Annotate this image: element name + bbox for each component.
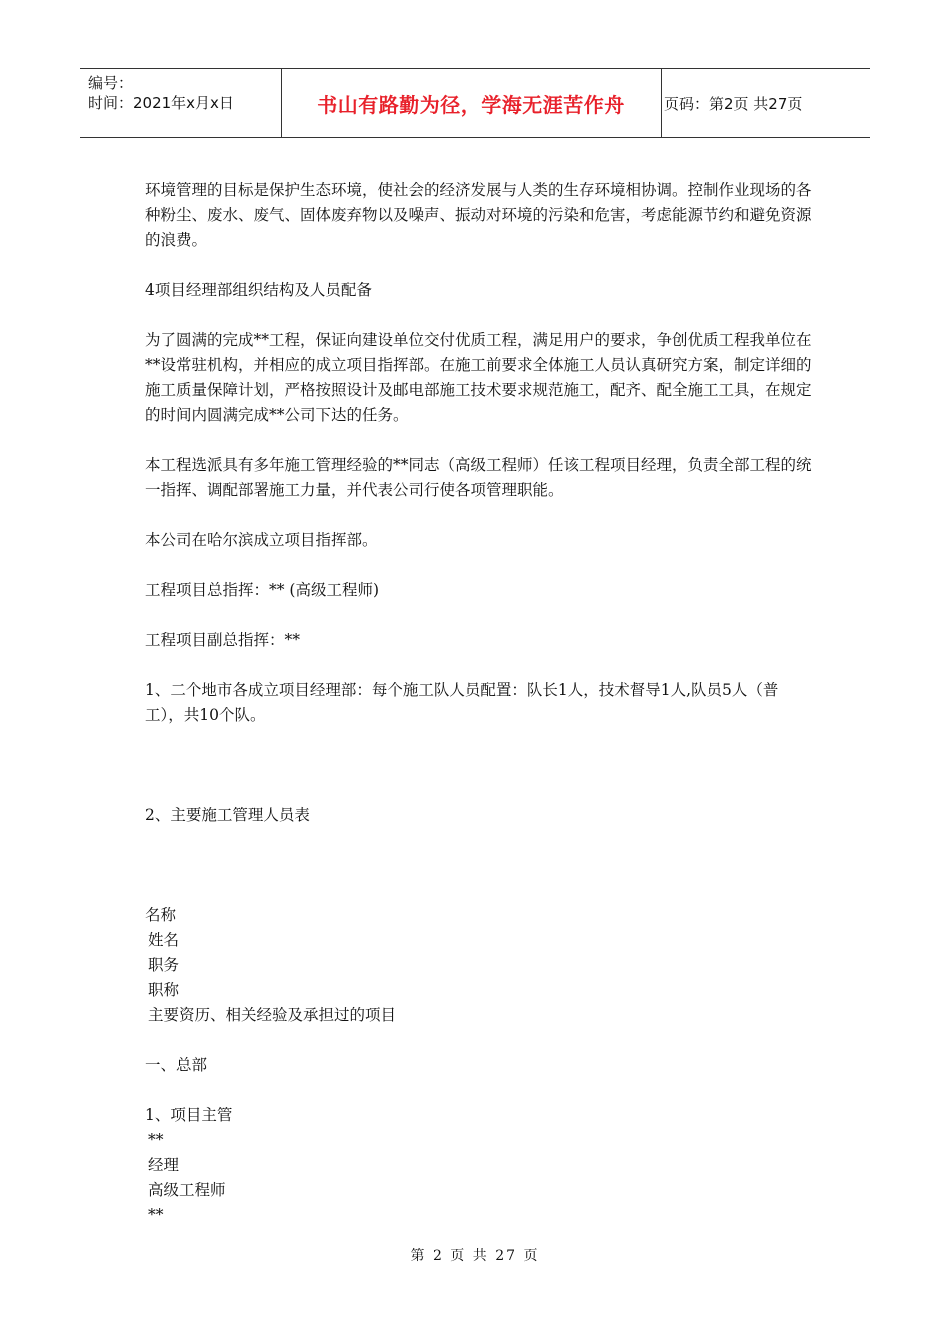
table-cell: 经理 xyxy=(148,1156,180,1174)
header-page-info: 页码：第2页 共27页 xyxy=(664,94,803,113)
table-header-cell: 主要资历、相关经验及承担过的项目 xyxy=(148,1006,397,1024)
paragraph-headquarters: 本公司在哈尔滨成立项目指挥部。 xyxy=(145,531,378,549)
table-header-block xyxy=(145,903,813,1028)
table-header-cell: 名称 xyxy=(145,906,177,924)
table-header-cell: 姓名 xyxy=(148,931,180,949)
date-label: 时间：2021年x月x日 xyxy=(88,94,234,112)
table-cell: 高级工程师 xyxy=(148,1181,226,1199)
table-cell: ** xyxy=(148,1206,164,1224)
paragraph-project-goal: 为了圆满的完成**工程，保证向建设单位交付优质工程，满足用户的要求，争创优质工程我单位在**设常驻机构，并相应的成立项目指挥部。在施工前要求全体施工人员认真研究方案，制定详细的施工质量保障计划，严格按照设计及邮电部施工技术要求规范施工，配齐、配全施工工具，在规定的时间内圆满完成**公司下达的任务。 xyxy=(145,331,812,424)
document-body xyxy=(145,178,813,1253)
table-cell: 1、项目主管 xyxy=(145,1106,233,1124)
paragraph-deputy-commander: 工程项目副总指挥：** xyxy=(145,631,301,649)
table-header-cell: 职务 xyxy=(148,956,180,974)
spacer xyxy=(145,753,813,803)
section-headquarters: 一、总部 xyxy=(145,1056,208,1074)
paragraph-environment: 环境管理的目标是保护生态环境，使社会的经济发展与人类的生存环境相协调。控制作业现场的各种粉尘、废水、废气、固体废弃物以及噪声、振动对环境的污染和危害，考虑能源节约和避免资源的浪费。 xyxy=(145,181,812,249)
paragraph-chief-commander: 工程项目总指挥：** (高级工程师) xyxy=(145,581,380,599)
header-divider-right xyxy=(661,69,662,137)
paragraph-staff-table-title: 2、主要施工管理人员表 xyxy=(145,806,310,824)
header-meta xyxy=(88,73,280,113)
paragraph-project-manager: 本工程选派具有多年施工管理经验的**同志（高级工程师）任该工程项目经理，负责全部工程的统一指挥、调配部署施工力量，并代表公司行使各项管理职能。 xyxy=(145,456,812,499)
page-header xyxy=(80,68,870,138)
table-row xyxy=(145,1103,813,1228)
table-cell: ** xyxy=(148,1131,164,1149)
paragraph-team-config: 1、二个地市各成立项目经理部：每个施工队人员配置：队长1人，技术督导1人,队员5人（普工），共10个队。 xyxy=(145,681,779,724)
page-footer: 第 2 页 共 27 页 xyxy=(410,1248,540,1264)
section-heading-4: 4项目经理部组织结构及人员配备 xyxy=(145,281,372,299)
number-label: 编号： xyxy=(88,74,134,92)
header-motto: 书山有路勤为径，学海无涯苦作舟 xyxy=(317,92,625,117)
table-header-cell: 职称 xyxy=(148,981,180,999)
spacer xyxy=(145,853,813,903)
